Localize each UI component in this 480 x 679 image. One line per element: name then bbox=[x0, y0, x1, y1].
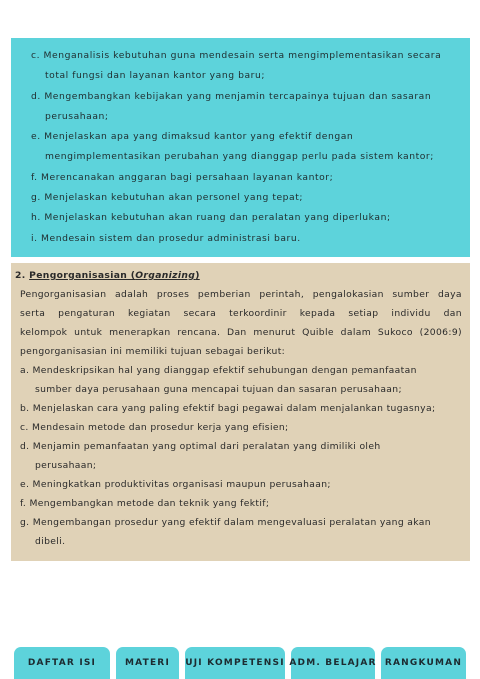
paragraph-word: Dan bbox=[227, 327, 247, 338]
list-item-g: g. Menjelaskan kebutuhan akan personel yang tepat; bbox=[31, 192, 304, 204]
list-item-b: b. Menjelaskan cara yang paling efektif bagi pegawai dalam menjalankan tugasnya; bbox=[20, 403, 436, 414]
section-heading bbox=[15, 266, 464, 285]
list-item-a: a. Mendeskripsikan hal yang dianggap efektif sehubungan dengan pemanfaatan bbox=[20, 365, 417, 376]
list-item-c-cont: total fungsi dan layanan kantor yang baru; bbox=[45, 70, 265, 82]
list-item-h: h. Menjelaskan kebutuhan akan ruang dan peralatan yang diperlukan; bbox=[31, 212, 391, 224]
list-item-c: c. Mendesain metode dan prosedur kerja yang efisien; bbox=[20, 422, 289, 433]
paragraph-word: Pengorganisasian bbox=[20, 289, 107, 300]
paragraph-word: proses bbox=[156, 289, 190, 300]
objectives-list-panel bbox=[11, 38, 470, 257]
organizing-section bbox=[11, 263, 470, 561]
paragraph-word: (2006:9) bbox=[419, 327, 462, 338]
paragraph-word: rencana. bbox=[177, 327, 221, 338]
list-item-e: e. Meningkatkan produktivitas organisasi maupun perusahaan; bbox=[20, 479, 331, 490]
list-item-a-cont: sumber daya perusahaan guna mencapai tujuan dan sasaran perusahaan; bbox=[35, 384, 402, 395]
nav-uji-kompetensi-button[interactable]: UJI KOMPETENSI bbox=[185, 647, 285, 679]
paragraph-word: menerapkan bbox=[109, 327, 171, 338]
list-item-d: d. Menjamin pemanfaatan yang optimal dari peralatan yang dimiliki oleh bbox=[20, 441, 381, 452]
paragraph-word: individu bbox=[391, 308, 431, 319]
paragraph-word: kegiatan bbox=[128, 308, 171, 319]
paragraph-line bbox=[15, 323, 464, 342]
paragraph-word: setiap bbox=[348, 308, 379, 319]
nav-daftar-isi-button[interactable]: DAFTAR ISI bbox=[14, 647, 110, 679]
paragraph-line: pengorganisasian ini memiliki tujuan sebagai berikut: bbox=[20, 346, 286, 357]
paragraph-word: serta bbox=[20, 308, 46, 319]
heading-number: 2. bbox=[15, 270, 30, 281]
list-item-e-cont: mengimplementasikan perubahan yang dianggap perlu pada sistem kantor; bbox=[45, 151, 434, 163]
paragraph-word: pemberian bbox=[197, 289, 251, 300]
heading-italic-term: Organizing bbox=[135, 270, 196, 281]
nav-rangkuman-button[interactable]: RANGKUMAN bbox=[381, 647, 466, 679]
list-item-g: g. Mengembangan prosedur yang efektif dalam mengevaluasi peralatan yang akan bbox=[20, 517, 431, 528]
paragraph-word: dalam bbox=[340, 327, 372, 338]
paragraph-word: menurut bbox=[253, 327, 296, 338]
list-item-c: c. Menganalisis kebutuhan guna mendesain serta mengimplementasikan secara bbox=[31, 50, 442, 61]
paragraph-word: pengalokasian bbox=[312, 289, 384, 300]
paragraph-word: kelompok bbox=[20, 327, 68, 338]
paragraph-word: sumber bbox=[392, 289, 430, 300]
paragraph-word: daya bbox=[437, 289, 462, 300]
list-item-e: e. Menjelaskan apa yang dimaksud kantor yang efektif dengan bbox=[31, 131, 354, 143]
paragraph-word: pengaturan bbox=[58, 308, 116, 319]
paragraph-word: Quible bbox=[302, 327, 334, 338]
list-item-g-cont: dibeli. bbox=[35, 536, 66, 547]
heading-title: Pengorganisasian (Organizing) bbox=[29, 270, 200, 281]
list-item-d-cont: perusahaan; bbox=[35, 460, 97, 471]
paragraph-word: perintah, bbox=[259, 289, 305, 300]
paragraph-word: untuk bbox=[74, 327, 103, 338]
paragraph-word: dan bbox=[443, 308, 462, 319]
list-item-i: i. Mendesain sistem dan prosedur administrasi baru. bbox=[31, 232, 301, 244]
paragraph-line bbox=[15, 285, 464, 304]
nav-materi-button[interactable]: MATERI bbox=[116, 647, 179, 679]
list-item-d: d. Mengembangkan kebijakan yang menjamin tercapainya tujuan dan sasaran bbox=[31, 90, 432, 102]
list-item-d-cont: perusahaan; bbox=[45, 110, 109, 122]
paragraph-word: secara bbox=[183, 308, 217, 319]
paragraph-word: kepada bbox=[299, 308, 336, 319]
list-item-f: f. Mengembangkan metode dan teknik yang fektif; bbox=[20, 498, 270, 509]
nav-adm-belajar-button[interactable]: ADM. BELAJAR bbox=[291, 647, 375, 679]
bottom-nav bbox=[14, 647, 466, 679]
paragraph-word: adalah bbox=[115, 289, 149, 300]
paragraph-word: terkoordinir bbox=[229, 308, 287, 319]
paragraph-line bbox=[15, 304, 464, 323]
paragraph-word: Sukoco bbox=[377, 327, 413, 338]
list-item-f: f. Merencanakan anggaran bagi persahaan layanan kantor; bbox=[31, 171, 334, 183]
